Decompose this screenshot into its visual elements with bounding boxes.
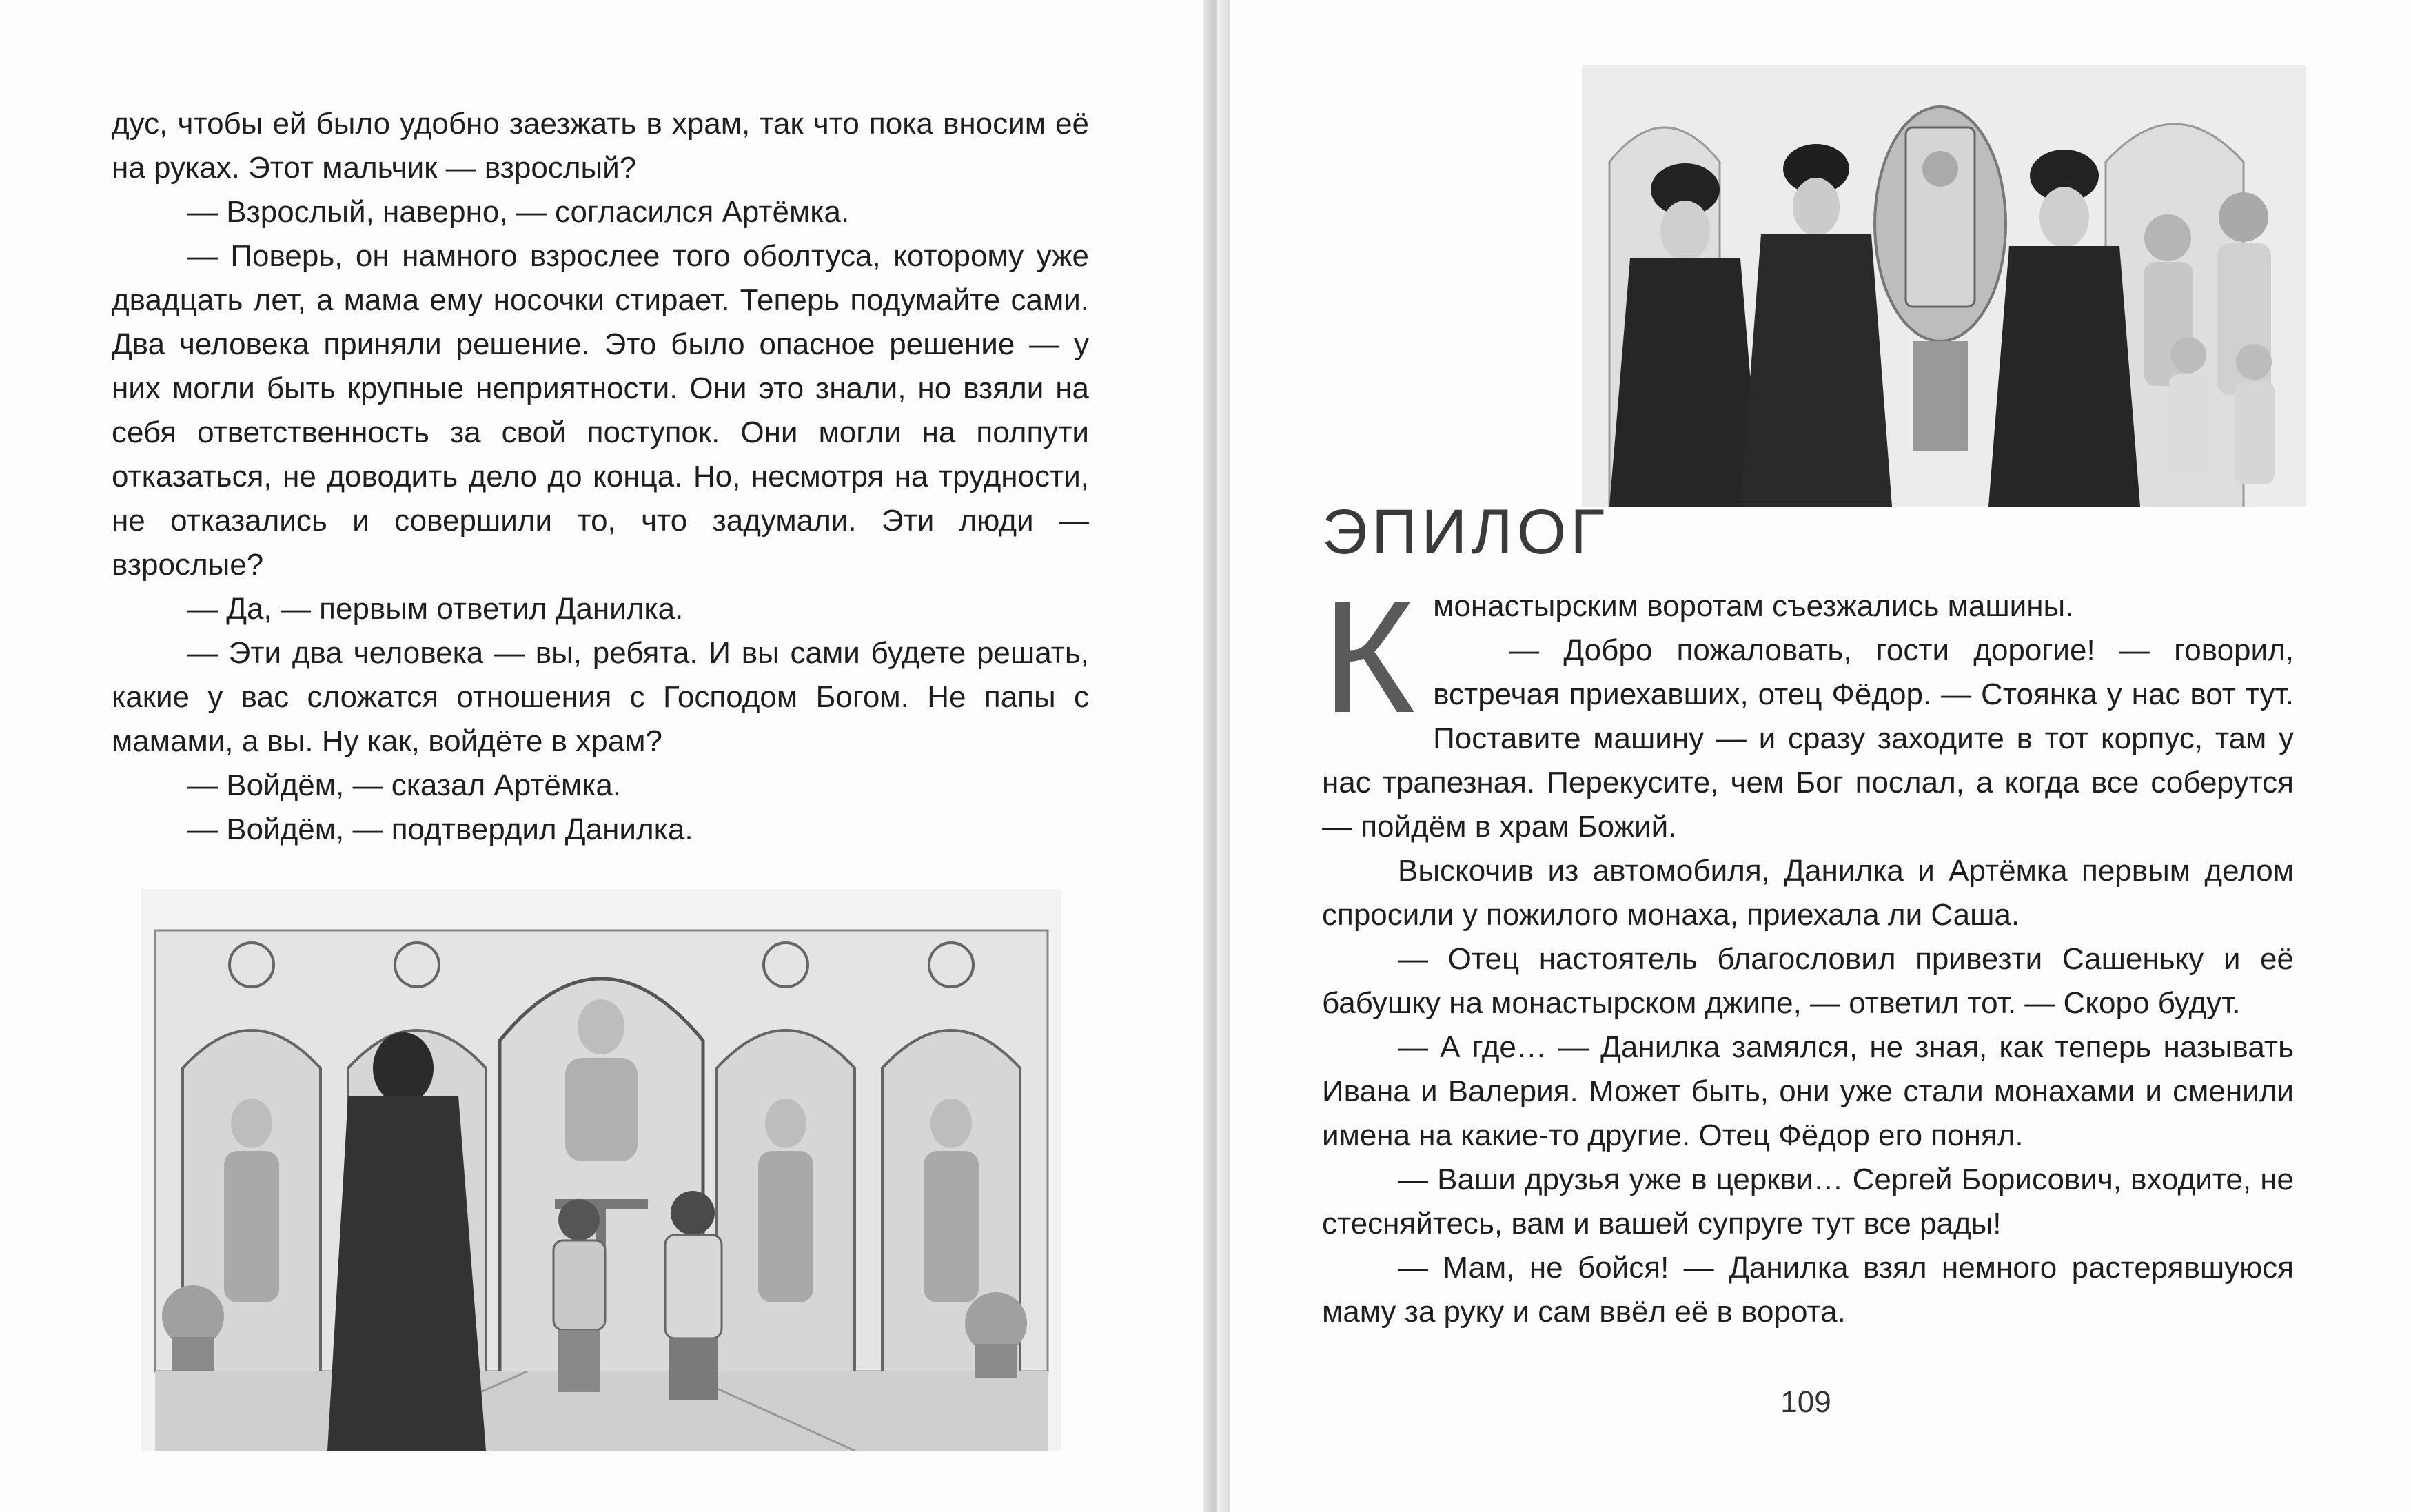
paragraph: — Мам, не бойся! — Данилка взял немного растерявшуюся маму за руку и сам ввёл её в ворота. — [1322, 1251, 2294, 1329]
paragraph: Выскочив из автомобиля, Данилка и Артёмка первым делом спросили у пожилого монаха, приехала ли Саша. — [1322, 854, 2294, 932]
paragraph: дус, чтобы ей было удобно заезжать в храм, так что пока вносим её на руках. Этот мальчик — взрослый? — [112, 107, 1089, 185]
church-interior-drawing — [141, 889, 1061, 1451]
paragraph: — Взрослый, наверно, — согласился Артёмка. — [187, 195, 850, 229]
monks-icon-illustration — [1582, 65, 2306, 507]
paragraph: — Добро пожаловать, гости дорогие! — говорил, встречая приехавших, отец Фёдор. — Стоянка у нас вот тут. Поставите машину — и сразу заходите в тот корпус, там у нас трапезная. Перекусите, чем Бог послал, а когда все соберутся — пойдём в храм Божий. — [1322, 633, 2294, 844]
left-page — [0, 0, 1203, 1512]
right-page — [1230, 0, 2411, 1512]
opening-text: монастырским воротам съезжались машины. — [1433, 589, 2074, 623]
paragraph: — Да, — первым ответил Данилка. — [187, 592, 684, 626]
paragraph: — Ваши друзья уже в церкви… Сергей Борисович, входите, не стесняйтесь, вам и вашей супруге тут все рады! — [1322, 1163, 2294, 1240]
right-text-block — [1322, 568, 2294, 1334]
chapter-title: ЭПИЛОГ — [1322, 497, 1609, 567]
left-text-block — [112, 102, 1089, 852]
monks-with-icon-drawing — [1582, 65, 2306, 507]
page-number: 109 — [1780, 1385, 1831, 1419]
drop-cap: К — [1322, 568, 1416, 746]
paragraph: — А где… — Данилка замялся, не зная, как теперь называть Ивана и Валерия. Может быть, они уже стали монахами и сменили имена на какие-то другие. Отец Фёдор его понял. — [1322, 1030, 2294, 1152]
paragraph: — Отец настоятель благословил привезти Сашеньку и её бабушку на монастырском джипе, — ответил тот. — Скоро будут. — [1322, 942, 2294, 1020]
church-interior-illustration — [141, 889, 1061, 1451]
book-gutter — [1203, 0, 1230, 1512]
paragraph: — Поверь, он намного взрослее того оболтуса, которому уже двадцать лет, а мама ему носочки стирает. Теперь подумайте сами. Два человека приняли решение. Это было опасное решение — у них могли быть крупные неприятности. Они это знали, но взяли на себя ответственность за свой поступок. Они могли на полпути отказаться, не доводить дело до конца. Но, несмотря на трудности, не отказались и совершили то, что задумали. Эти люди — взрослые? — [112, 239, 1089, 582]
paragraph: — Войдём, — подтвердил Данилка. — [187, 813, 693, 846]
paragraph: — Войдём, — сказал Артёмка. — [187, 768, 622, 802]
paragraph: — Эти два человека — вы, ребята. И вы сами будете решать, какие у вас сложатся отношения с Господом Богом. Не папы с мамами, а вы. Ну как, войдёте в храм? — [112, 636, 1089, 758]
